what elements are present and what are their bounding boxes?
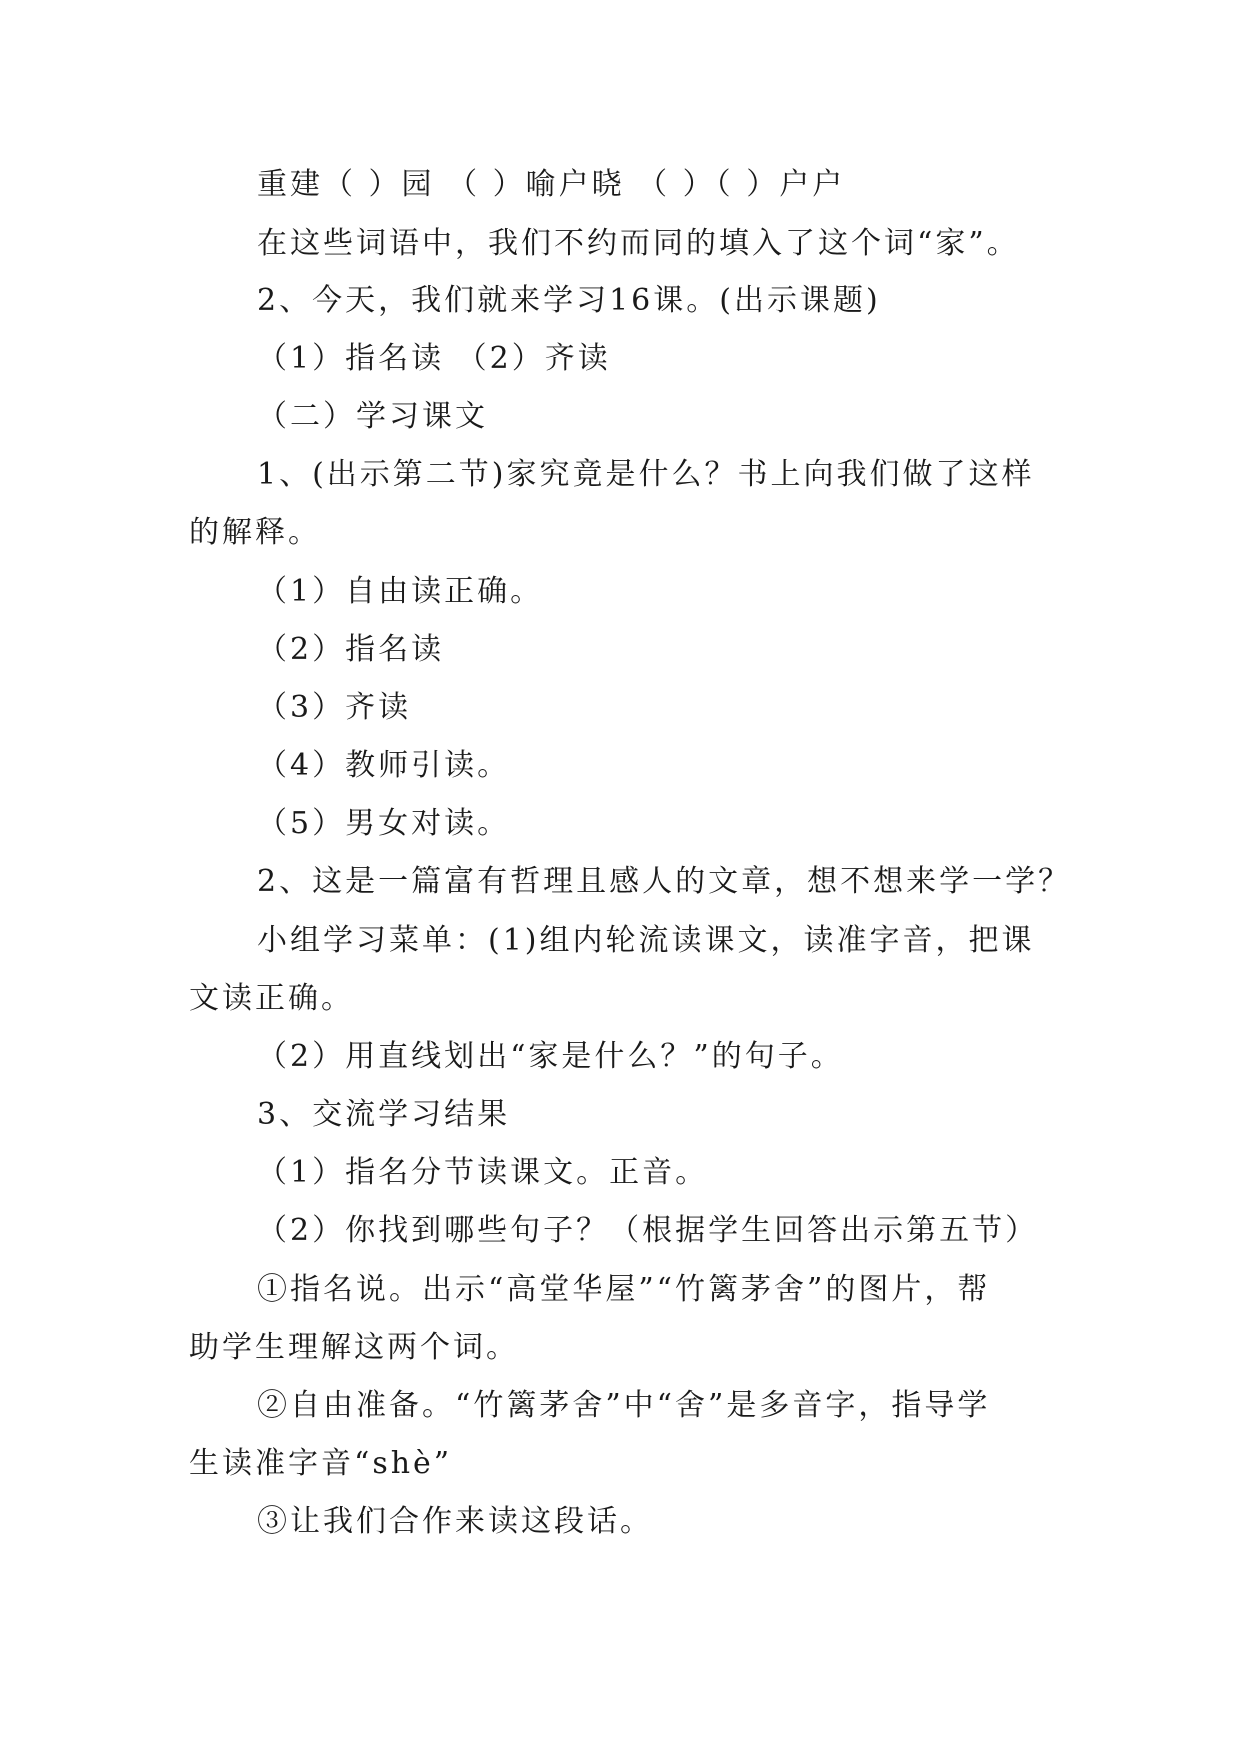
text-line: （2）指名读: [257, 632, 445, 667]
text-line: 1、(出示第二节)家究竟是什么？书上向我们做了这样: [257, 457, 1035, 492]
text-line: （1）指名分节读课文。正音。: [257, 1155, 709, 1190]
text-line: 文读正确。: [189, 981, 354, 1016]
text-line: （4）教师引读。: [257, 748, 511, 783]
text-line: （2）用直线划出“家是什么？”的句子。: [257, 1039, 844, 1074]
text-line: ②自由准备。“竹篱茅舍”中“舍”是多音字，指导学: [257, 1388, 991, 1423]
text-line: （2）你找到哪些句子？（根据学生回答出示第五节）: [257, 1213, 1039, 1248]
text-line: （3）齐读: [257, 690, 412, 725]
text-line: （1）自由读正确。: [257, 574, 544, 609]
text-line: 3、交流学习结果: [257, 1097, 511, 1132]
text-line: 的解释。: [189, 515, 321, 550]
text-line: 2、这是一篇富有哲理且感人的文章，想不想来学一学？: [257, 864, 1072, 899]
text-line: （1）指名读 （2）齐读: [257, 341, 611, 376]
text-line: ①指名说。出示“高堂华屋”“竹篱茅舍”的图片，帮: [257, 1272, 991, 1307]
text-line: 2、今天，我们就来学习16课。(出示课题): [257, 283, 881, 318]
text-line: 小组学习菜单：(1)组内轮流读课文，读准字音，把课: [257, 923, 1035, 958]
section-heading: （二）学习课文: [257, 399, 488, 434]
text-line: 在这些词语中，我们不约而同的填入了这个词“家”。: [257, 226, 1020, 261]
text-line: （5）男女对读。: [257, 806, 511, 841]
text-line: 生读准字音“shè”: [189, 1446, 453, 1481]
text-line: ③让我们合作来读这段话。: [257, 1504, 653, 1539]
text-line: 重建（ ）园 （ ）喻户晓 （ ）（ ）户户: [257, 167, 846, 202]
text-line: 助学生理解这两个词。: [189, 1330, 519, 1365]
